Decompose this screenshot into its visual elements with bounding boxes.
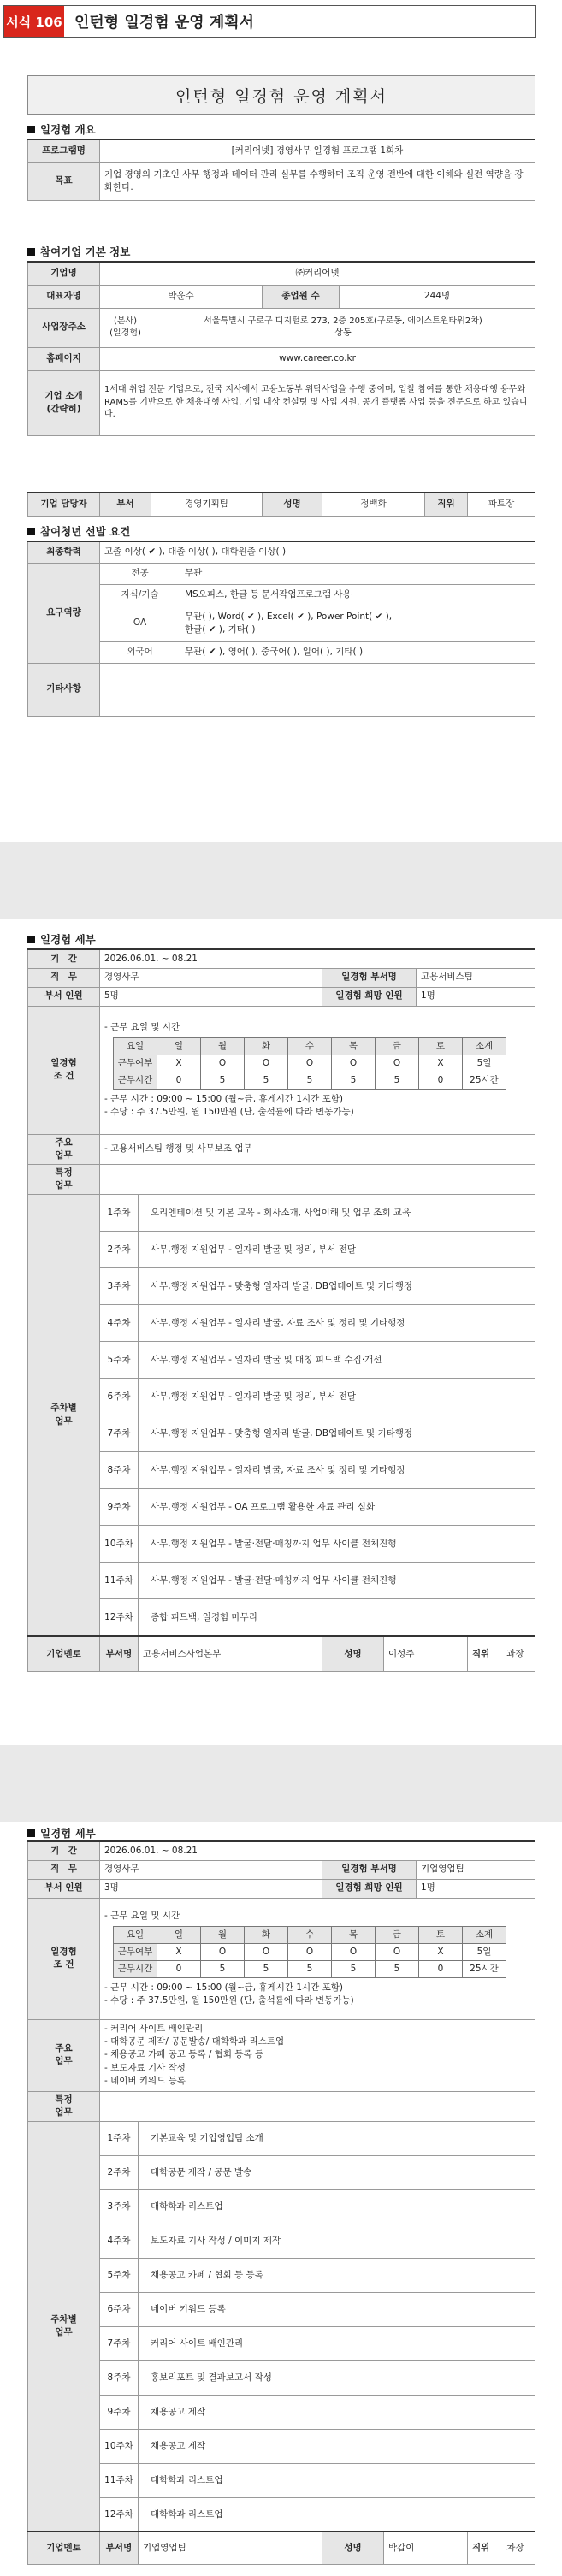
form-header (3, 5, 536, 38)
week-task: 사무,행정 지원업무 - OA 프로그램 활용한 자료 관리 심화 (139, 1489, 535, 1526)
mentor-name-label: 성명 (322, 1636, 384, 1672)
company-name-value: ㈜커리어넷 (100, 262, 535, 285)
mentor-dept-label: 부서명 (100, 2532, 139, 2564)
main-value: - 고용서비스팀 행정 및 사무보조 업무 (100, 1134, 535, 1164)
week-label: 5주차 (100, 2258, 139, 2292)
hq-address-value: 서울특별시 구로구 디지털로 273, 2층 205호(구로동, 에이스트윈타워2차) (204, 316, 482, 326)
form-title: 인턴형 일경험 운영 계획서 (74, 14, 255, 32)
week-label: 7주차 (100, 2326, 139, 2360)
oa-value-cell (180, 606, 535, 641)
mentor-dept-value: 고용서비스사업본부 (139, 1636, 322, 1672)
mentor-pos-cell (468, 2532, 535, 2564)
week-label: 12주차 (100, 2497, 139, 2532)
etc-value (100, 663, 535, 716)
week-label: 12주차 (100, 1599, 139, 1636)
square-bullet-icon (27, 1829, 35, 1837)
hq-label: (본사) (113, 316, 138, 326)
job-value: 경영사무 (100, 1860, 322, 1879)
week-label: 2주차 (100, 2155, 139, 2189)
week-task: 채용공고 카페 / 협회 등 등록 (139, 2258, 535, 2292)
dept-value: 고용서비스팀 (417, 968, 535, 987)
detail-1-table (27, 948, 535, 1672)
req-label: 요구역량 (28, 563, 100, 663)
page-1 (0, 0, 562, 842)
cond-cell (100, 1006, 535, 1134)
week-label: 5주차 (100, 1342, 139, 1379)
week-task: 사무,행정 지원업무 - 일자리 발굴 및 정리, 부서 전달 (139, 1232, 535, 1268)
dept-value: 기업영업팀 (417, 1860, 535, 1879)
week-label: 10주차 (100, 1526, 139, 1563)
staff-value: 3명 (100, 1879, 322, 1898)
week-task: 오리엔테이션 및 기본 교육 - 회사소개, 사업이해 및 업무 조회 교육 (139, 1195, 535, 1232)
week-task: 종합 피드백, 일경험 마무리 (139, 1599, 535, 1636)
week-task: 대학학과 리스트업 (139, 2497, 535, 2532)
week-label: 10주차 (100, 2429, 139, 2463)
mentor-pos-value: 과장 (506, 1648, 524, 1659)
staff-value: 5명 (100, 987, 322, 1006)
week-task: 사무,행정 지원업무 - 발굴·전달·매칭까지 업무 사이클 전체진행 (139, 1563, 535, 1599)
week-label: 1주차 (100, 1195, 139, 1232)
mentor-dept-label: 부서명 (100, 1636, 139, 1672)
skill-label: 지식/기술 (100, 584, 180, 606)
job-value: 경영사무 (100, 968, 322, 987)
week-task: 커리어 사이트 배인관리 (139, 2326, 535, 2360)
contact-name-value: 정백화 (322, 493, 425, 516)
main-item: - 대학공문 제작/ 공문발송/ 대학학과 리스트업 (104, 2036, 285, 2047)
work-row: 근무여부 X O O O O O X 5일 (114, 1943, 506, 1960)
mentor-pos-label: 직위 (472, 2543, 490, 2554)
skill-value: MS오피스, 한글 등 문서작업프로그램 사용 (180, 584, 535, 606)
week-task: 홍보리포트 및 결과보고서 작성 (139, 2360, 535, 2395)
oa-value-line-2: 한글( ✔ ), 기타( ) (185, 624, 256, 635)
address-label: 사업장주소 (28, 308, 100, 347)
form-tag: 서식 106 (4, 6, 64, 37)
contact-label: 기업 담당자 (28, 493, 100, 516)
page-2 (0, 919, 562, 1745)
pay-note: - 수당 : 주 37.5만원, 월 150만원 (단, 출석률에 따라 변동가능) (104, 1107, 354, 1118)
cond-title: - 근무 요일 및 시간 (104, 1910, 180, 1921)
cond-title: - 근무 요일 및 시간 (104, 1021, 180, 1032)
section-company-title: 참여기업 기본 정보 (27, 244, 130, 259)
section-detail-1-title: 일경험 세부 (27, 931, 96, 947)
dept-label: 일경험 부서명 (322, 1860, 417, 1879)
page-gap (0, 1745, 562, 1822)
etc-label: 기타사항 (28, 663, 100, 716)
week-label: 4주차 (100, 2224, 139, 2258)
goal-value: 기업 경영의 기초인 사무 행정과 데이터 관리 실무를 수행하며 조직 운영 전반에 대한 이해와 실전 역량을 강화한다. (100, 162, 535, 200)
section-requirements-title: 참여청년 선발 요건 (27, 523, 130, 539)
mentor-label: 기업멘토 (28, 2532, 100, 2564)
week-task: 네이버 키워드 등록 (139, 2292, 535, 2326)
week-label: 11주차 (100, 1563, 139, 1599)
week-label: 3주차 (100, 2189, 139, 2224)
main-items-cell (100, 2019, 535, 2091)
dept-label: 일경험 부서명 (322, 968, 417, 987)
intro-label-cell (28, 370, 100, 435)
lang-label: 외국어 (100, 641, 180, 663)
staff-label: 부서 인원 (28, 987, 100, 1006)
hope-value: 1명 (417, 987, 535, 1006)
contact-dept-value: 경영기획팀 (151, 493, 263, 516)
square-bullet-icon (27, 126, 35, 133)
mentor-name-value: 이성주 (384, 1636, 468, 1672)
mentor-label: 기업멘토 (28, 1636, 100, 1672)
intro-sublabel: (간략히) (46, 404, 81, 414)
week-task: 사무,행정 지원업무 - 발굴·전달·매칭까지 업무 사이클 전체진행 (139, 1526, 535, 1563)
edu-value: 고졸 이상( ✔ ), 대졸 이상( ), 대학원졸 이상( ) (100, 541, 535, 563)
week-task: 보도자료 기사 작성 / 이미지 제작 (139, 2224, 535, 2258)
contact-position-label: 직위 (425, 493, 468, 516)
main-label-cell: 주요 업무 (28, 1134, 100, 1164)
section-overview-title: 일경험 개요 (27, 121, 96, 137)
cond-cell (100, 1898, 535, 2019)
week-task: 사무,행정 지원업무 - 일자리 발굴 및 매칭 피드백 수집·개선 (139, 1342, 535, 1379)
cond-label-cell: 일경험 조 건 (28, 1006, 100, 1134)
homepage-label: 홈페이지 (28, 347, 100, 370)
hours-row: 근무시간 0 5 5 5 5 5 0 25시간 (114, 1960, 506, 1977)
schedule-table (113, 1037, 506, 1090)
program-value: [커리어넷] 경영사무 일경험 프로그램 1회차 (100, 139, 535, 162)
week-task: 사무,행정 지원업무 - 일자리 발굴 및 정리, 부서 전달 (139, 1379, 535, 1415)
address-value-cell (151, 308, 535, 347)
oa-label: OA (100, 606, 180, 641)
goal-label: 목표 (28, 162, 100, 200)
week-task: 사무,행정 지원업무 - 일자리 발굴, 자료 조사 및 정리 및 기타행정 (139, 1452, 535, 1489)
mentor-pos-cell (468, 1636, 535, 1672)
week-task: 대학학과 리스트업 (139, 2189, 535, 2224)
intro-value: 1세대 취업 전문 기업으로, 전국 지사에서 고용노동부 위탁사업을 수행 중이며, 입찰 참여를 통한 채용대행 용무와 RAMS를 기반으로 한 채용대행 사업, 기업 대상 컨설팅 및 사업 지원, 공개 플랫폼 사업 등을 전문으로 하고 있습니다. (100, 370, 535, 435)
week-task: 기본교육 및 기업영업팀 소개 (139, 2121, 535, 2155)
major-value: 무관 (180, 563, 535, 584)
detail-2-table (27, 1840, 535, 2565)
period-value: 2026.06.01. ~ 08.21 (100, 1841, 535, 1860)
week-label: 2주차 (100, 1232, 139, 1268)
cond-label-cell: 일경험 조 건 (28, 1898, 100, 2019)
job-label: 직 무 (28, 1860, 100, 1879)
square-bullet-icon (27, 248, 35, 256)
square-bullet-icon (27, 936, 35, 943)
intro-label: 기업 소개 (44, 390, 83, 401)
oa-value-line-1: 무관( ), Word( ✔ ), Excel( ✔ ), Power Point( ✔ ), (185, 611, 393, 622)
week-label: 7주차 (100, 1415, 139, 1452)
mentor-name-value: 박갑이 (384, 2532, 468, 2564)
contact-name-label: 성명 (263, 493, 322, 516)
pay-note: - 수당 : 주 37.5만원, 월 150만원 (단, 출석률에 따라 변동가능) (104, 1995, 354, 2006)
period-label: 기 간 (28, 949, 100, 968)
schedule-table (113, 1926, 506, 1978)
time-note: - 근무 시간 : 09:00 ~ 15:00 (월~금, 휴게시간 1시간 포함) (104, 1093, 344, 1104)
hope-value: 1명 (417, 1879, 535, 1898)
week-task: 채용공고 제작 (139, 2395, 535, 2429)
contact-position-value: 파트장 (468, 493, 535, 516)
ceo-value: 박윤수 (100, 285, 263, 308)
major-label: 전공 (100, 563, 180, 584)
week-label: 9주차 (100, 1489, 139, 1526)
days-row: 요일 일 월 화 수 목 금 토 소계 (114, 1926, 506, 1943)
week-task: 사무,행정 지원업무 - 맞춤형 일자리 발굴, DB업데이트 및 기타행정 (139, 1268, 535, 1305)
main-item: - 채용공고 카페 공고 등록 / 협회 등록 등 (104, 2049, 264, 2060)
ceo-label: 대표자명 (28, 285, 100, 308)
site-address-value: 상동 (334, 328, 352, 338)
homepage-value[interactable]: www.career.co.kr (100, 347, 535, 370)
special-value (100, 2091, 535, 2121)
main-item: - 네이버 키워드 등록 (104, 2075, 186, 2086)
hours-row: 근무시간 0 5 5 5 5 5 0 25시간 (114, 1072, 506, 1089)
week-task: 대학학과 리스트업 (139, 2463, 535, 2497)
page-gap (0, 842, 562, 919)
main-label-cell: 주요 업무 (28, 2019, 100, 2091)
special-label-cell: 특정 업무 (28, 1164, 100, 1194)
period-label: 기 간 (28, 1841, 100, 1860)
overview-table (27, 139, 535, 201)
week-task: 채용공고 제작 (139, 2429, 535, 2463)
square-bullet-icon (27, 528, 35, 535)
time-note: - 근무 시간 : 09:00 ~ 15:00 (월~금, 휴게시간 1시간 포함) (104, 1982, 344, 1993)
work-row: 근무여부 X O O O O O X 5일 (114, 1055, 506, 1072)
document-title: 인턴형 일경험 운영 계획서 (27, 75, 535, 115)
week-task: 대학공문 제작 / 공문 발송 (139, 2155, 535, 2189)
section-detail-2-title: 일경험 세부 (27, 1825, 96, 1840)
week-task: 사무,행정 지원업무 - 일자리 발굴, 자료 조사 및 정리 및 기타행정 (139, 1305, 535, 1342)
week-task: 사무,행정 지원업무 - 맞춤형 일자리 발굴, DB업데이트 및 기타행정 (139, 1415, 535, 1452)
special-label-cell: 특정 업무 (28, 2091, 100, 2121)
staff-label: 부서 인원 (28, 1879, 100, 1898)
week-label: 8주차 (100, 1452, 139, 1489)
lang-value: 무관( ✔ ), 영어( ), 중국어( ), 일어( ), 기타( ) (180, 641, 535, 663)
mentor-pos-label: 직위 (472, 1648, 490, 1659)
weekly-label-cell: 주차별 업무 (28, 1195, 100, 1636)
week-label: 6주차 (100, 2292, 139, 2326)
hope-label: 일경험 희망 인원 (322, 987, 417, 1006)
week-label: 3주차 (100, 1268, 139, 1305)
company-table (27, 261, 535, 436)
main-item: - 보도자료 기사 작성 (104, 2062, 186, 2073)
contact-table (27, 492, 535, 517)
week-label: 4주차 (100, 1305, 139, 1342)
week-label: 9주차 (100, 2395, 139, 2429)
employees-value: 244명 (340, 285, 535, 308)
days-row: 요일 일 월 화 수 목 금 토 소계 (114, 1037, 506, 1055)
special-value (100, 1164, 535, 1194)
address-type-cell (100, 308, 151, 347)
requirements-table (27, 541, 535, 717)
hope-label: 일경험 희망 인원 (322, 1879, 417, 1898)
company-name-label: 기업명 (28, 262, 100, 285)
job-label: 직 무 (28, 968, 100, 987)
weekly-label-cell: 주차별 업무 (28, 2121, 100, 2532)
program-label: 프로그램명 (28, 139, 100, 162)
contact-dept-label: 부서 (100, 493, 151, 516)
mentor-pos-value: 차장 (506, 2543, 524, 2554)
site-label: (일경험) (109, 328, 141, 338)
mentor-dept-value: 기업영업팀 (139, 2532, 322, 2564)
period-value: 2026.06.01. ~ 08.21 (100, 949, 535, 968)
edu-label: 최종학력 (28, 541, 100, 563)
employees-label: 종업원 수 (263, 285, 340, 308)
week-label: 11주차 (100, 2463, 139, 2497)
week-label: 1주차 (100, 2121, 139, 2155)
week-label: 6주차 (100, 1379, 139, 1415)
page-3 (0, 1822, 562, 2576)
mentor-name-label: 성명 (322, 2532, 384, 2564)
week-label: 8주차 (100, 2360, 139, 2395)
main-item: - 커리어 사이트 배인관리 (104, 2023, 204, 2034)
